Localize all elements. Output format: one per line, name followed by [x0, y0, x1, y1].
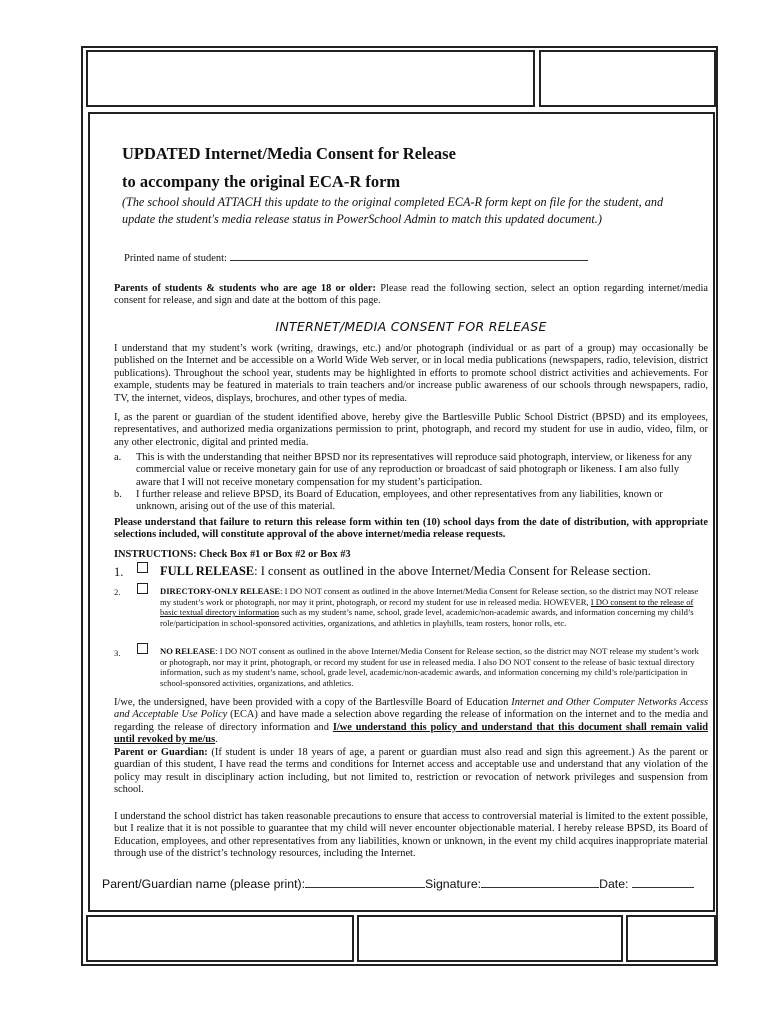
- option-1-checkbox[interactable]: [137, 562, 148, 573]
- footer-box-right: [626, 915, 716, 962]
- option-3-number: 3.: [114, 648, 121, 658]
- guardian-name-field[interactable]: [305, 877, 425, 888]
- final-paragraph: I understand the school district has taken reasonable precautions to ensure that access to controversial material is limited to the extent possible, but I realize that it is not possible to guarantee that my child will never encounter objectionable material. I hereby release BPSD, its Board of Education, employees, and other representatives from any liabilities, known or unknown, in the event my child acquires inappropriate material through use of the district’s technology resources, including the Internet.: [114, 811, 708, 860]
- parents-instructions: [114, 283, 708, 308]
- footer-box-middle: [357, 915, 623, 962]
- ack-text-b: (ECA) and have made a selection above regarding the release of information on the internet and to the media and regarding the release of directory information and: [114, 709, 709, 733]
- footer-box-left: [86, 915, 354, 962]
- instruction-note: (The school should ATTACH this update to the original completed ECA-R form kept on file for the student, and update the student's media release status in PowerSchool Admin to match this updated document.): [122, 195, 664, 226]
- item-a-letter: a.: [114, 452, 122, 463]
- guardian-bold: Parent or Guardian:: [114, 747, 208, 758]
- printed-name-row: [124, 250, 588, 264]
- title-line-1: UPDATED Internet/Media Consent for Release: [122, 144, 456, 163]
- header-box-left: [86, 50, 535, 107]
- signature-label: Signature:: [425, 877, 482, 891]
- date-field[interactable]: [632, 877, 694, 888]
- option-3-desc: : I DO NOT consent as outlined in the above Internet/Media Consent for Release section, so the district may NOT release my student’s work or photograph, nor may it print, photograph, or record my student for use in released media. I also DO NOT consent to the release of basic textual directory information, such as my student’s name, school, grade level, academic/non-academic awards, and information concerning my child’s role/participation in school-sponsored activities, organizations, and athletics.: [160, 646, 699, 688]
- item-b-letter: b.: [114, 489, 122, 500]
- ack-policy-name: Internet and Other Computer Networks Access and Acceptable Use Policy: [114, 697, 708, 721]
- printed-name-field[interactable]: [230, 250, 588, 261]
- signature-row: [102, 877, 694, 891]
- option-1-bold: FULL RELEASE: [160, 564, 255, 578]
- option-2-text: [160, 586, 708, 628]
- printed-name-label: Printed name of student:: [124, 253, 227, 264]
- signature-field[interactable]: [481, 877, 599, 888]
- option-2-bold: DIRECTORY-ONLY RELEASE: [160, 586, 281, 596]
- option-3-bold: NO RELEASE: [160, 646, 216, 656]
- item-b: I further release and relieve BPSD, its Board of Education, employees, and other representatives from any liabilities, known or unknown, arising out of the use of this material.: [136, 489, 663, 513]
- section-heading: INTERNET/MEDIA CONSENT FOR RELEASE: [275, 319, 547, 334]
- check-instructions: INSTRUCTIONS: Check Box #1 or Box #2 or Box #3: [114, 549, 351, 560]
- header-box-right: [539, 50, 716, 107]
- option-3-checkbox[interactable]: [137, 643, 148, 654]
- item-a: This is with the understanding that neither BPSD nor its representatives will reproduce said photograph, interview, or likeness for any commercial value or receive monetary gain for use of any reproduction or broadcast of said photograph or likeness. I am also fully aware that I will not receive monetary compensation for my student’s participation.: [136, 452, 692, 488]
- option-1-desc: : I consent as outlined in the above Internet/Media Consent for Release section.: [254, 564, 651, 578]
- option-3-text: [160, 646, 708, 688]
- parents-bold: Parents of students & students who are age 18 or older:: [114, 283, 376, 294]
- option-2-desc-b: such as my student’s name, school, grade level, academic/non-academic awards, and information concerning my child’s role/participation in school-sponsored activities, organizations, and athletics in playbills, team rosters, honor rolls, etc.: [160, 607, 694, 628]
- option-2-checkbox[interactable]: [137, 583, 148, 594]
- consent-paragraph-2: I, as the parent or guardian of the student identified above, hereby give the Bartlesville Public School District (BPSD) and its employees, representatives, and authorized media organizations permission to print, photograph, and record my student for use in audio, video, film, or any other electronic, digital and printed media.: [114, 412, 708, 448]
- option-2-underlined: I DO consent to the release of basic textual directory information: [160, 596, 694, 618]
- date-label: Date:: [599, 877, 629, 891]
- ack-end: .: [215, 734, 218, 746]
- option-2-number: 2.: [114, 587, 121, 597]
- ack-text-a: I/we, the undersigned, have been provided with a copy of the Bartlesville Board of Education: [114, 697, 512, 708]
- consent-paragraph-1: I understand that my student’s work (writing, drawings, etc.) and/or photograph (individual or as part of a group) may occasionally be published on the Internet and be accessible on a World Wide Web server, or in local media publications (newspapers, radio, television, district publications). Throughout the school year, students may be highlighted in efforts to promote school district activities and achievements. For example, students may be featured in materials to train teachers and/or increase public awareness of our schools through newspapers, radio, TV, the internet, videos, displays, brochures, and other types of media.: [114, 343, 708, 404]
- parents-text: Please read the following section, select an option regarding internet/media consent for release, and sign and date at the bottom of this page.: [114, 283, 708, 307]
- title-line-2: to accompany the original ECA-R form: [122, 172, 401, 191]
- option-1-number: 1.: [114, 565, 124, 579]
- acknowledgement-paragraph: [114, 697, 708, 747]
- guardian-text: (If student is under 18 years of age, a parent or guardian must also read and sign this agreement.) As the parent or guardian of this student, I have read the terms and conditions for Internet access and acceptable use and understand that any violation of the policy may result in disciplinary action including, but not limited to, restriction or revocation of network privileges and suspension from school.: [114, 747, 708, 796]
- guardian-name-label: Parent/Guardian name (please print):: [102, 877, 306, 891]
- guardian-paragraph: [114, 747, 708, 797]
- return-warning: Please understand that failure to return this release form within ten (10) school days from the date of distribution, with appropriate selections included, will constitute approval of the above internet/media release requests.: [114, 517, 708, 541]
- ack-bold-underlined: I/we understand this policy and understand that this document shall remain valid until revoked by me/us: [114, 721, 709, 746]
- option-1-text: [160, 564, 708, 579]
- option-2-desc-a: : I DO NOT consent as outlined in the above Internet/Media Consent for Release section, so the district may NOT release my student’s work or photograph, nor may it print, photograph, or record my student for use in released media. HOWEVER,: [160, 586, 699, 607]
